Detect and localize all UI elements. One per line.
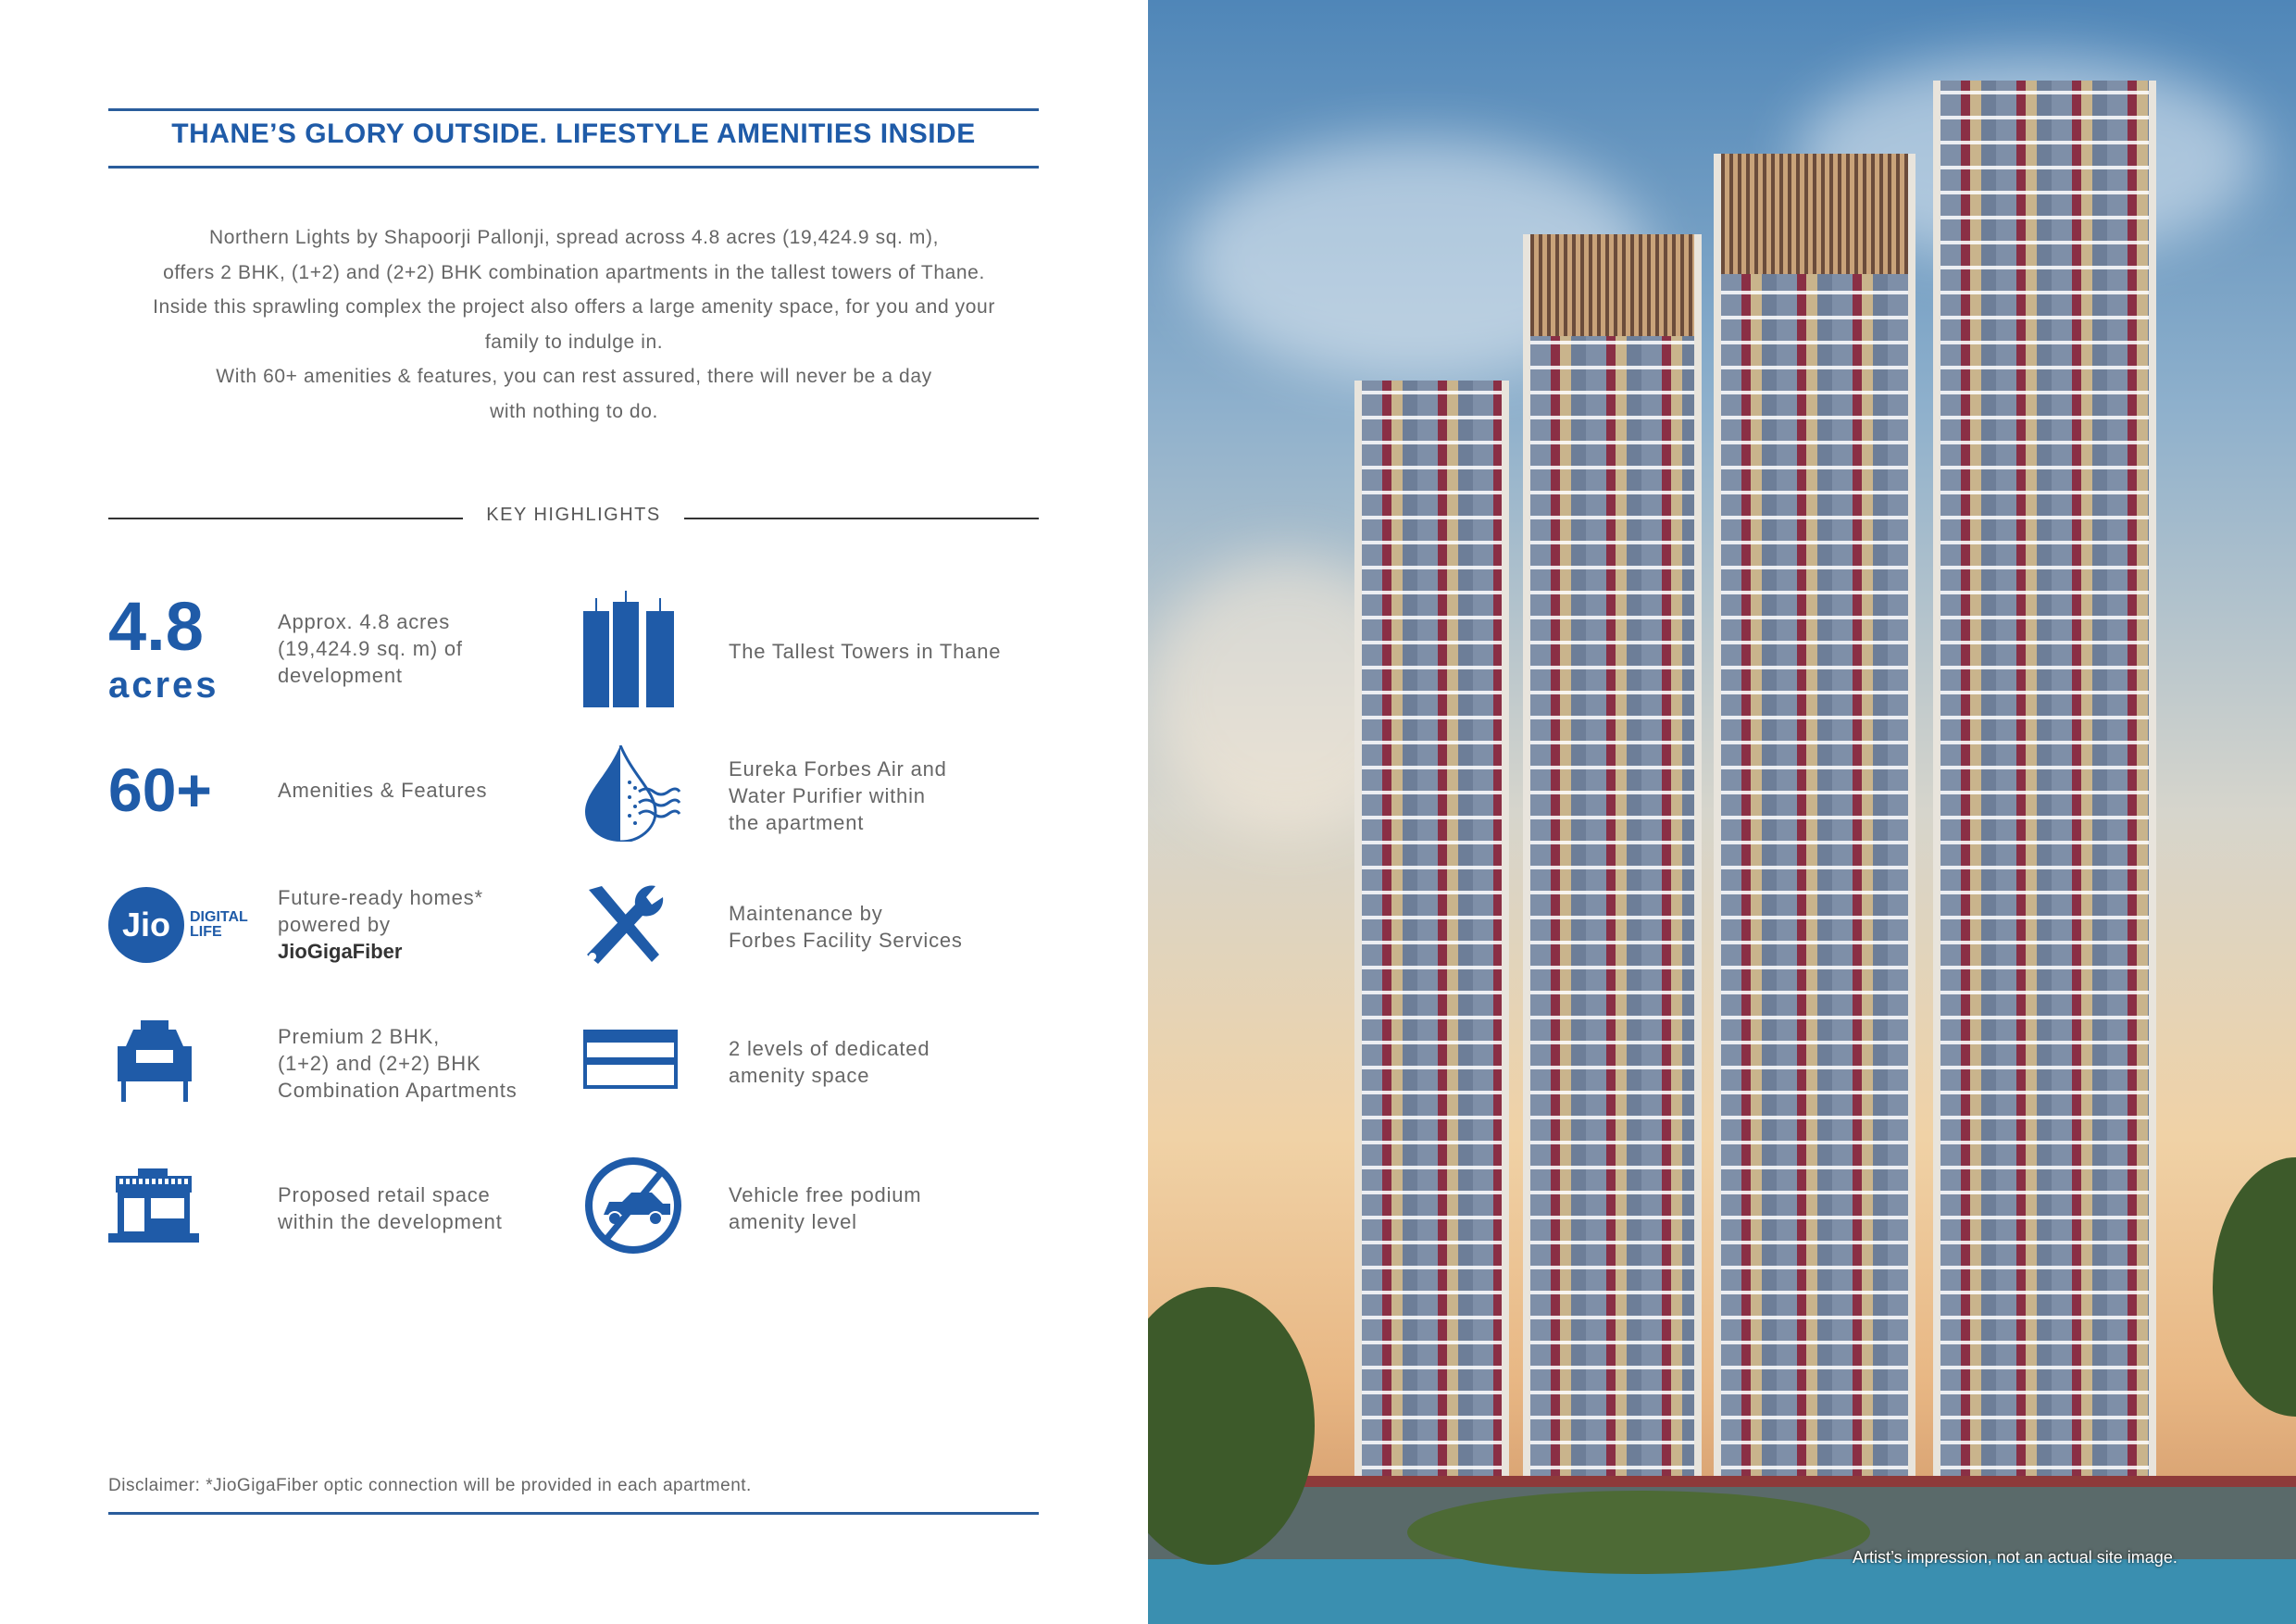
levels-text xyxy=(729,1035,930,1089)
acres-number: 4.8 xyxy=(108,588,204,665)
text-line: Premium 2 BHK, xyxy=(278,1025,441,1048)
acres-text xyxy=(278,608,463,689)
jio-digital-life-logo xyxy=(108,887,278,963)
page-title: THANE’S GLORY OUTSIDE. LIFESTYLE AMENITIES INSIDE xyxy=(171,119,976,149)
highlight-towers xyxy=(583,591,1001,712)
text-line: amenity level xyxy=(729,1209,857,1233)
maintenance-text xyxy=(729,900,963,954)
text-line: Eureka Forbes Air and xyxy=(729,757,947,781)
highlight-maintenance xyxy=(583,884,963,968)
text-line: within the development xyxy=(278,1209,503,1233)
tower-crown xyxy=(1721,154,1908,274)
acres-unit: acres xyxy=(108,665,219,706)
tower xyxy=(1714,154,1915,1494)
highlight-apartments xyxy=(108,1018,518,1108)
building-rendering xyxy=(1148,0,2296,1624)
text-line: 2 levels of dedicated xyxy=(729,1036,930,1060)
text-line: Future-ready homes* xyxy=(278,886,483,909)
text-line: Maintenance by xyxy=(729,901,883,925)
highlight-amenities xyxy=(108,756,488,824)
jio-logo: Jio xyxy=(108,887,184,963)
tools-icon xyxy=(583,884,729,968)
intro-paragraph xyxy=(102,220,1046,429)
jio-text xyxy=(278,884,483,965)
armchair-icon xyxy=(108,1018,278,1108)
intro-line: with nothing to do. xyxy=(490,400,658,422)
image-caption: Artist’s impression, not an actual site image. xyxy=(1853,1548,2177,1567)
disclaimer: Disclaimer: *JioGigaFiber optic connection will be provided in each apartment. xyxy=(108,1476,752,1495)
tower xyxy=(1933,81,2156,1494)
towers-text: The Tallest Towers in Thane xyxy=(729,640,1002,663)
amenities-figure xyxy=(108,756,278,824)
highlight-acres xyxy=(108,588,463,706)
top-rule xyxy=(108,108,1039,111)
tree xyxy=(2213,1157,2296,1417)
no-car-icon xyxy=(583,1157,729,1258)
highlight-levels xyxy=(583,1030,930,1093)
tower xyxy=(1523,234,1702,1494)
text-line: amenity space xyxy=(729,1063,870,1087)
intro-line: Inside this sprawling complex the project also offers a large amenity space, for you and your xyxy=(153,296,995,318)
intro-line: Northern Lights by Shapoorji Pallonji, spread across 4.8 acres (19,424.9 sq. m), xyxy=(208,227,940,248)
text-line: development xyxy=(278,663,403,687)
divider xyxy=(684,518,1039,519)
highlight-retail xyxy=(108,1168,503,1247)
water-drop-icon xyxy=(583,745,729,846)
retail-text xyxy=(278,1181,503,1235)
intro-line: With 60+ amenities & features, you can rest assured, there will never be a day xyxy=(216,366,932,387)
bottom-rule xyxy=(108,1512,1039,1515)
text-line: Forbes Facility Services xyxy=(729,928,963,952)
levels-icon xyxy=(583,1030,729,1093)
intro-line: family to indulge in. xyxy=(484,331,664,353)
text-line: Combination Apartments xyxy=(278,1079,518,1102)
text-line: Proposed retail space xyxy=(278,1182,491,1206)
highlight-jio xyxy=(108,884,483,965)
intro-line: offers 2 BHK, (1+2) and (2+2) BHK combination apartments in the tallest towers of Thane. xyxy=(163,261,985,283)
shop-icon xyxy=(108,1168,278,1247)
highlight-vehicle xyxy=(583,1157,921,1258)
shrubs xyxy=(1407,1491,1870,1574)
jio-brand: JioGigaFiber xyxy=(278,940,403,963)
purifier-text xyxy=(729,756,947,836)
text-line: the apartment xyxy=(729,811,865,834)
vehicle-text xyxy=(729,1181,921,1235)
logo-sub: LIFE xyxy=(190,923,222,940)
amenities-number: 60+ xyxy=(108,756,212,824)
section-label: KEY HIGHLIGHTS xyxy=(486,505,661,525)
apartments-text xyxy=(278,1023,518,1104)
highlight-purifier xyxy=(583,745,947,846)
key-highlights-heading xyxy=(108,505,1039,532)
tower-crown xyxy=(1530,234,1694,336)
tower xyxy=(1354,381,1509,1494)
title-rule xyxy=(108,166,1039,169)
text-line: powered by xyxy=(278,913,391,936)
towers-icon xyxy=(583,591,729,712)
text-line: (19,424.9 sq. m) of xyxy=(278,636,463,660)
text-line: (1+2) and (2+2) BHK xyxy=(278,1052,481,1075)
logo-sub: DIGITAL xyxy=(190,908,248,925)
text-line: Vehicle free podium xyxy=(729,1182,922,1206)
acres-figure xyxy=(108,588,278,706)
text-line: Water Purifier within xyxy=(729,784,926,807)
amenities-text: Amenities & Features xyxy=(278,778,488,802)
text-line: Approx. 4.8 acres xyxy=(278,609,451,633)
